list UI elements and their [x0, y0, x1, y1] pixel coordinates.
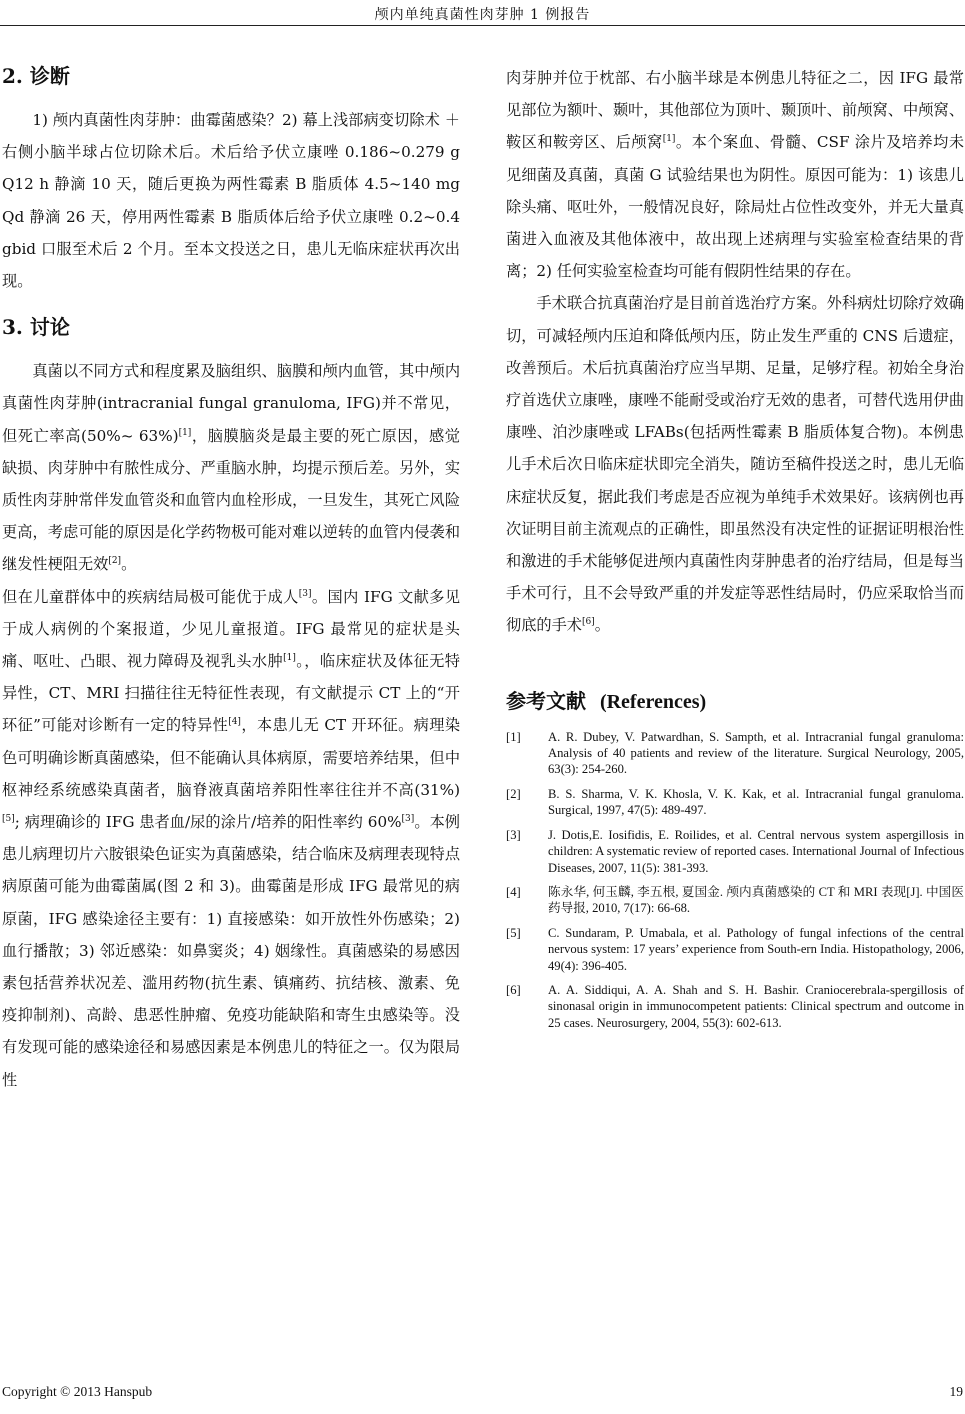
- left-column: [2, 60, 460, 1096]
- reference-item: [506, 827, 964, 876]
- citation-1[interactable]: [1]: [662, 134, 676, 145]
- reference-text: C. Sundaram, P. Umabala, et al. Pathology of fungal infections of the central nervous system: 17 years’ experience from South-ern India. Histopathology, 2006, 49(4): 396-405.: [548, 925, 964, 973]
- diagnosis-paragraph: 1) 颅内真菌性肉芽肿：曲霉菌感染？2) 幕上浅部病变切除术 ＋ 右侧小脑半球占位切除术后。术后给予伏立康唑 0.186~0.279 g Q12 h 静滴 10 天，随后更换为两性霉素 B 脂质体 4.5~140 mg Qd 静滴 26 天，停用两性霉素 B 脂质体后给予伏立康唑 0.2~0.4 gbid 口服至术后 2 个月。至本文投送之日，患儿无临床症状再次出现。: [2, 111, 460, 291]
- discussion-paragraph-4: [506, 287, 964, 641]
- reference-number: [2]: [506, 786, 521, 801]
- reference-item: [506, 729, 964, 778]
- text-run: 。本个案血、骨髓、CSF 涂片及培养均未见细菌及真菌，真菌 G 试验结果也为阴性。原因可能为：1) 该患儿除头痛、呕吐外，一般情况良好，除局灶占位性改变外，并无大量真菌进入血液及其他体液中，故出现上述病理与实验室检查结果的背离；2) 任何实验室检查均可能有假阴性结果的存在。: [506, 133, 965, 281]
- text-run: ，本患儿无 CT 开环征。病理染色可明确诊断真菌感染，但不能确认具体病原，需要培养结果，但中枢神经系统感染真菌者，脑脊液真菌培养阳性率往往并不高(31%): [2, 716, 461, 799]
- reference-item: [506, 786, 964, 819]
- reference-text: A. R. Dubey, V. Patwardhan, S. Sampth, et al. Intracranial fungal granuloma: Analysis of 40 patients and review of the literature. Surgical Neurology, 2005, 63(3): 254-260.: [548, 729, 964, 777]
- references-heading-en: (References): [599, 690, 707, 713]
- references-heading: [506, 686, 964, 717]
- reference-text: J. Dotis,E. Iosifidis, E. Roilides, et al. Central nervous system aspergillosis in children: A systematic review of reported cases. International Journal of Infectious Diseases, 2007, 11(5): 381-393.: [548, 827, 964, 875]
- text-run: 但在儿童群体中的疾病结局极可能优于成人: [2, 587, 299, 606]
- citation-1[interactable]: [1]: [283, 652, 296, 663]
- header-rule: [0, 25, 965, 26]
- references-heading-cn: 参考文献: [506, 688, 586, 713]
- section-heading-diagnosis: 2. 诊断: [2, 64, 70, 88]
- citation-1[interactable]: [1]: [178, 427, 192, 438]
- reference-number: [3]: [506, 827, 521, 842]
- citation-3[interactable]: [3]: [401, 814, 415, 824]
- citation-4[interactable]: [4]: [228, 717, 241, 728]
- discussion-paragraph-3: [506, 62, 964, 287]
- reference-item: [506, 884, 964, 917]
- text-run: 。，临床症状及体征无特异性，CT、MRI 扫描往往无特征性表现，有文献提示 CT 上的“开环征”可能对诊断有一定的特异性: [2, 652, 460, 735]
- copyright-notice: Copyright © 2013 Hanspub: [2, 1384, 153, 1399]
- citation-6[interactable]: [6]: [581, 617, 595, 628]
- reference-item: [506, 982, 964, 1031]
- running-header: 颅内单纯真菌性肉芽肿 1 例报告: [374, 7, 591, 23]
- page-footer: [2, 1384, 963, 1400]
- reference-number: [4]: [506, 884, 521, 899]
- text-run: 。: [121, 555, 137, 574]
- reference-number: [6]: [506, 982, 521, 997]
- text-run: ; 病理确诊的 IFG 患者血/尿的涂片/培养的阳性率约 60%: [14, 813, 402, 832]
- text-run: 肉芽肿并位于枕部、右小脑半球是本例患儿特征之二，因 IFG 最常见部位为额叶、颞叶，其他部位为顶叶、颞顶叶、前颅窝、中颅窝、鞍区和鞍旁区、后颅窝: [506, 69, 964, 152]
- text-run: ，脑膜脑炎是最主要的死亡原因，感觉缺损、肉芽肿中有脓性成分、严重脑水肿，均提示预后差。另外，实质性肉芽肿常伴发血管炎和血管内血栓形成，一旦发生，其死亡风险更高，考虑可能的原因是化学药物极可能对难以逆转的血管内侵袭和继发性梗阻无效: [2, 426, 460, 574]
- citation-3[interactable]: [3]: [298, 588, 312, 599]
- text-run: 。本例患儿病理切片六胺银染色证实为真菌感染，结合临床及病理表现特点病原菌可能为曲霉菌属(图 2 和 3)。曲霉菌是形成 IFG 最常见的病原菌，IFG 感染途径主要有：1) 直接感染：如开放性外伤感染；2) 血行播散；3) 邻近感染：如鼻窦炎；4) 姻缘性。真菌感染的易感因素包括营养状况差、滥用药物(抗生素、镇痛药、抗结核、激素、免疫抑制剂)、高龄、患恶性肿瘤、免疫功能缺陷和寄生虫感染等。没有发现可能的感染途径和易感因素是本例患儿的特征之一。仅为限局性: [2, 813, 460, 1089]
- reference-text: B. S. Sharma, V. K. Khosla, V. K. Kak, et al. Intracranial fungal granuloma. Surgical, 1997, 47(5): 489-497.: [548, 786, 964, 818]
- text-run: 手术联合抗真菌治疗是目前首选治疗方案。外科病灶切除疗效确切，可减轻颅内压迫和降低颅内压，防止发生严重的 CNS 后遗症，改善预后。术后抗真菌治疗应当早期、足量，足够疗程。初始全身治疗首选伏立康唑，康唑不能耐受或治疗无效的患者，可替代选用伊曲康唑、泊沙康唑或 LFABs(包括两性霉素 B 脂质体复合物)。本例患儿手术后次日临床症状即完全消失，随访至稿件投送之时，患儿无临床症状反复，据此我们考虑是否应视为单纯手术效果好。该病例也再次证明目前主流观点的正确性，即虽然没有决定性的证据证明根治性和激进的手术能够促进颅内真菌性肉芽肿患者的治疗结局，但是每当手术可行，且不会导致严重的并发症等恶性结局时，仍应采取恰当而彻底的手术: [506, 294, 964, 635]
- text-run: 。国内 IFG 文献多见于成人病例的个案报道，少见儿童报道。IFG 最常见的症状是头痛、呕吐、凸眼、视力障碍及视乳头水肿: [2, 587, 461, 671]
- text-run: 真菌以不同方式和程度累及脑组织、脑膜和颅内血管，其中颅内真菌性肉芽肿(intracranial fungal granuloma, IFG)并不常见，但死亡率高(50%~ 63%): [2, 362, 460, 445]
- reference-text: 陈永华, 何玉麟, 李五根, 夏国金. 颅内真菌感染的 CT 和 MRI 表现[J]. 中国医药导报, 2010, 7(17): 66-68.: [548, 884, 964, 916]
- reference-list: [506, 729, 964, 1032]
- text-run: 。: [594, 616, 610, 635]
- reference-number: [5]: [506, 925, 521, 940]
- citation-2[interactable]: [2]: [108, 556, 122, 567]
- discussion-paragraph-2: [2, 581, 460, 1096]
- section-heading-discussion: 3. 讨论: [2, 315, 70, 340]
- citation-5[interactable]: [5]: [2, 814, 15, 824]
- page-number: 19: [949, 1384, 963, 1399]
- right-column: [506, 62, 964, 1039]
- discussion-paragraph-1: [2, 355, 460, 580]
- reference-item: [506, 925, 964, 974]
- reference-text: A. A. Siddiqui, A. A. Shah and S. H. Bashir. Craniocerebrala-spergillosis of sinonasal origin in immunocompetent patients: Clinical spectrum and outcome in 25 cases. Neurosurgery, 2004, 55(3): 602-613.: [548, 982, 964, 1030]
- reference-number: [1]: [506, 729, 521, 744]
